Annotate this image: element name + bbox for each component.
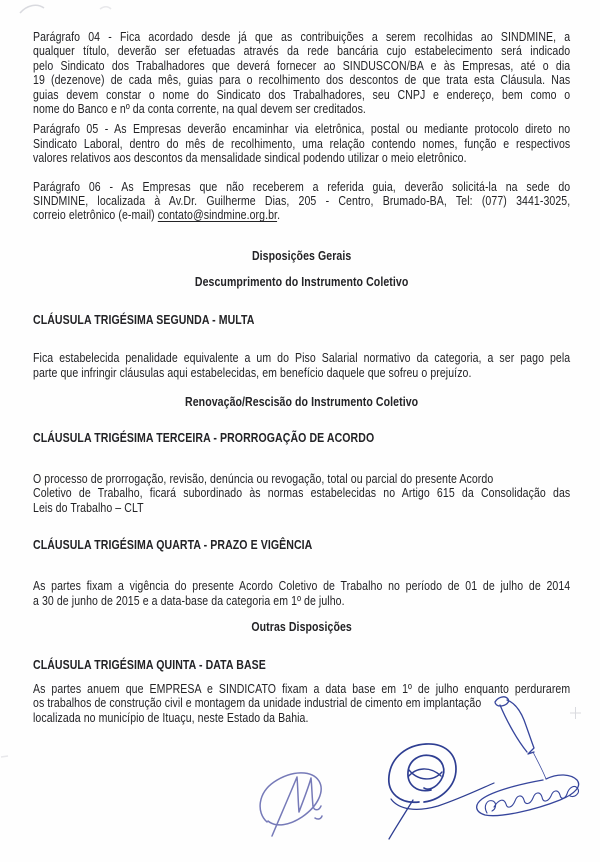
signature-left-stroke — [272, 777, 313, 836]
paragraph-06-line: Parágrafo 06 - As Empresas que não receberem a referida guia, deverão solicitá-la na sede do — [33, 178, 571, 194]
paragraph-04-line: nome do Banco e nº da conta corrente, na qual devem ser creditados. — [33, 101, 366, 117]
scan-smudge-top-left — [20, 5, 44, 13]
sentence-period: . — [277, 207, 281, 223]
clause-34-body — [33, 579, 570, 608]
clause-35-line: os trabalhos de construção civil e montagem da unidade industrial de cimento em implantação — [33, 695, 482, 711]
signature-left — [260, 773, 322, 836]
paragraph-05-line: valores relativos aos descontos da mensalidade sindical podendo utilizar o meio eletrônico. — [33, 150, 467, 166]
paragraph-06 — [33, 180, 570, 223]
paragraph-04-line: pelo Sindicato dos Trabalhadores que deverá fornecer ao SINDUSCON/BA e às Empresas, até o dia — [33, 57, 571, 73]
clause-35-body — [33, 682, 570, 725]
clause-33-line: Coletivo de Trabalho, ficará subordinado às normas estabelecidas no Artigo 615 da Consolidação das — [33, 485, 571, 501]
email-label: correio eletrônico (e-mail) — [33, 207, 158, 223]
clause-33-body — [33, 472, 570, 515]
paragraph-04-line: qualquer título, deverão ser efetuadas através da rede bancária cujo estabelecimento será indicado — [33, 43, 571, 59]
signature-right-stroke — [533, 752, 546, 779]
clause-32-line: parte que infringir cláusulas aqui estabelecidas, em benefício daquele que sofreu o prejuízo. — [33, 364, 472, 380]
clause-32-body — [33, 351, 570, 380]
paragraph-04 — [33, 30, 570, 116]
paragraph-06-line — [33, 208, 570, 222]
section-heading-renovacao-rescisao: Renovação/Rescisão do Instrumento Coletivo — [185, 393, 419, 409]
signature-middle-stroke — [389, 800, 413, 839]
signature-right-stroke — [485, 791, 567, 813]
paragraph-05 — [33, 122, 570, 165]
clause-33-line: Leis do Trabalho – CLT — [33, 499, 144, 515]
clause-35-line: As partes anuem que EMPRESA e SINDICATO fixam a data base em 1º de julho enquanto perdurarem — [33, 680, 571, 696]
signature-left-stroke — [313, 806, 322, 819]
scan-dash-left — [1, 756, 8, 757]
clause-heading-32-multa: CLÁUSULA TRIGÉSIMA SEGUNDA - MULTA — [33, 311, 255, 327]
paragraph-04-line: guias devem constar o nome do Sindicato dos Trabalhadores, seu CNPJ e endereço, bem como o — [33, 86, 571, 102]
scan-smudge-top — [100, 7, 111, 9]
clause-34-line: As partes fixam a vigência do presente Acordo Coletivo de Trabalho no período de 01 de julho de 2014 — [33, 578, 571, 594]
section-heading-outras-disposicoes: Outras Disposições — [251, 619, 352, 635]
email-link[interactable]: contato@sindmine.org.br — [157, 207, 278, 223]
document-text-column — [33, 30, 570, 725]
section-heading-descumprimento: Descumprimento do Instrumento Coletivo — [194, 274, 409, 290]
section-heading-disposicoes-gerais: Disposições Gerais — [251, 247, 352, 263]
clause-33-line: O processo de prorrogação, revisão, denúncia ou revogação, total ou parcial do presente Acordo — [33, 470, 494, 486]
signature-middle — [389, 744, 494, 839]
signature-right-stroke — [477, 775, 579, 816]
clause-heading-33-prorrogacao: CLÁUSULA TRIGÉSIMA TERCEIRA - PRORROGAÇÃO DE ACORDO — [33, 430, 375, 446]
paragraph-04-line: Parágrafo 04 - Fica acordado desde já que as contribuições a serem recolhidas ao SINDMINE, a — [33, 29, 571, 44]
signature-middle-stroke — [408, 755, 444, 790]
signature-left-stroke — [260, 773, 321, 825]
clause-heading-35-data-base: CLÁUSULA TRIGÉSIMA QUINTA - DATA BASE — [33, 656, 266, 672]
paragraph-04-line: 19 (dezenove) de cada mês, guias para o recolhimento dos descontos de que trata esta Cláusula. Nas — [33, 72, 571, 88]
clause-35-line: localizada no município de Ituaçu, neste Estado da Bahia. — [33, 709, 309, 725]
signature-middle-stroke — [408, 769, 442, 779]
paragraph-06-line: SINDMINE, localizada à Av.Dr. Guilherme Dias, 205 - Centro, Brumado-BA, Tel: (077) 3441-3025, — [33, 193, 571, 209]
signature-middle-stroke — [389, 744, 456, 802]
paragraph-05-line: Parágrafo 05 - As Empresas deverão encaminhar via eletrônica, postal ou mediante protocolo direto no — [33, 121, 571, 137]
signature-right-stroke — [567, 787, 578, 797]
clause-heading-34-prazo-vigencia: CLÁUSULA TRIGÉSIMA QUARTA - PRAZO E VIGÊNCIA — [33, 536, 313, 552]
signature-middle-stroke — [391, 783, 494, 809]
clause-34-line: a 30 de junho de 2015 e a data-base da categoria em 1º de julho. — [33, 592, 345, 608]
clause-32-line: Fica estabelecida penalidade equivalente a um do Piso Salarial normativo da categoria, a ser pago pela — [33, 350, 571, 366]
paragraph-05-line: Sindicato Laboral, dentro do mês de recolhimento, uma relação contendo nomes, função e respectivos — [33, 135, 571, 151]
